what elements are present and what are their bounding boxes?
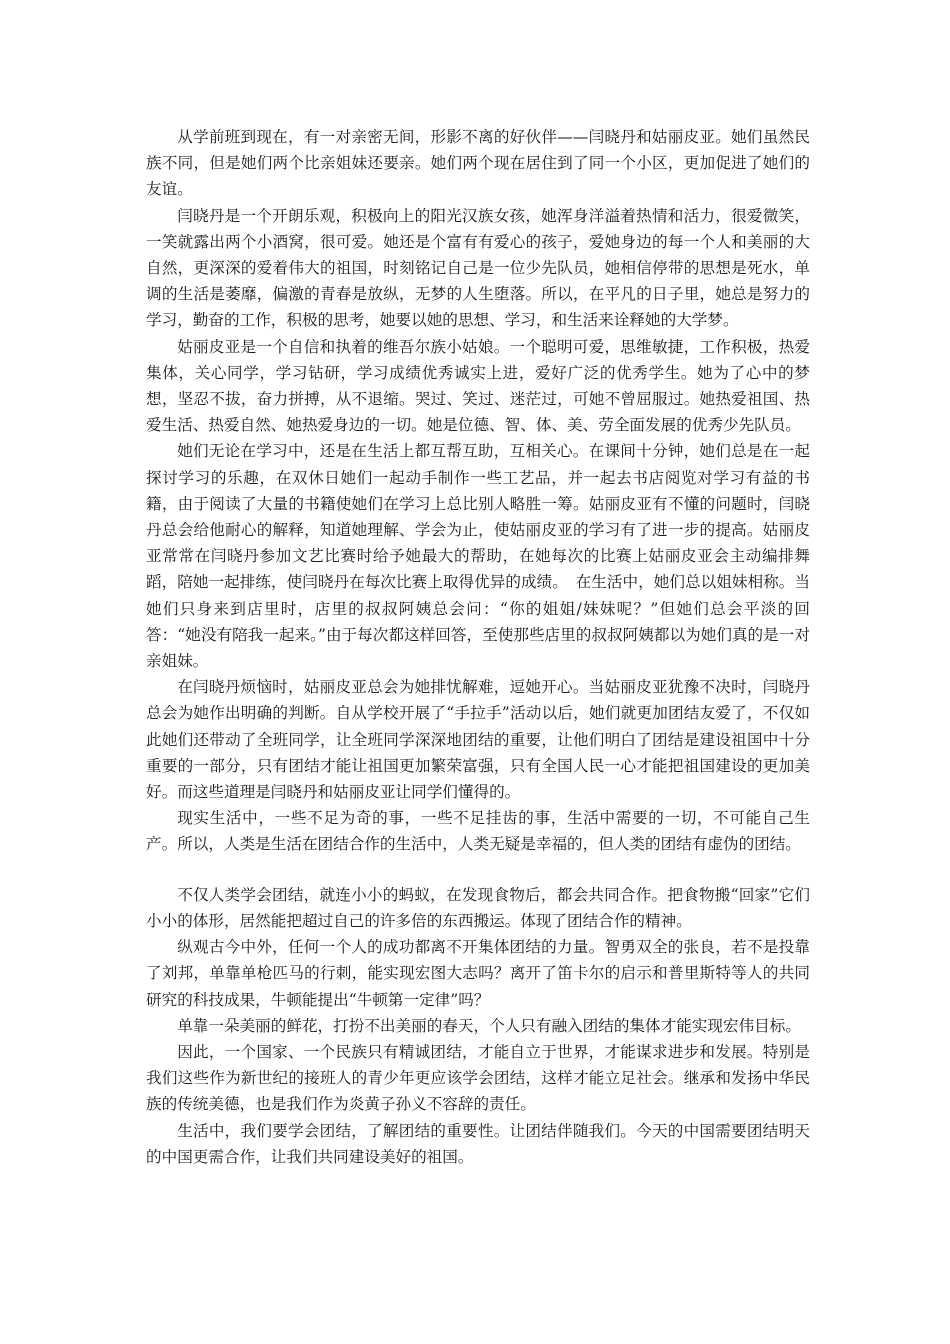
paragraph: 她们无论在学习中，还是在生活上都互帮互助，互相关心。在课间十分钟，她们总是在一起探讨学习的乐趣，在双休日她们一起动手制作一些工艺品，并一起去书店阅览对学习有益的书籍，由于阅读了大量的书籍使她们在学习上总比别人略胜一筹。姑丽皮亚有不懂的问题时，闫晓丹总会给他耐心的解释，知道她理解、学会为止，使姑丽皮亚的学习有了进一步的提高。姑丽皮亚常常在闫晓丹参加文艺比赛时给予她最大的帮助，在她每次的比赛上姑丽皮亚会主动编排舞蹈，陪她一起排练，使闫晓丹在每次比赛上取得优异的成绩。 在生活中，她们总以姐妹相称。当她们只身来到店里时，店里的叔叔阿姨总会问：“你的姐姐/妹妹呢？”但她们总会平淡的回答：“她没有陪我一起来。”由于每次都这样回答，至使那些店里的叔叔阿姨都以为她们真的是一对亲姐妹。 bbox=[146, 442, 810, 671]
paragraph: 不仅人类学会团结，就连小小的蚂蚁，在发现食物后，都会共同合作。把食物搬“回家”它们小小的体形，居然能把超过自己的许多倍的东西搬运。体现了团结合作的精神。 bbox=[146, 885, 810, 930]
paragraph: 在闫晓丹烦恼时，姑丽皮亚总会为她排忧解难，逗她开心。当姑丽皮亚犹豫不决时，闫晓丹总会为她作出明确的判断。自从学校开展了“手拉手”活动以后，她们就更加团结友爱了，不仅如此她们还带动了全班同学，让全班同学深深地团结的重要，让他们明白了团结是建设祖国中十分重要的一部分，只有团结才能让祖国更加繁荣富强，只有全国人民一心才能把祖国建设的更加美好。而这些道理是闫晓丹和姑丽皮亚让同学们懂得的。 bbox=[146, 678, 810, 802]
paragraph: 闫晓丹是一个开朗乐观，积极向上的阳光汉族女孩，她浑身洋溢着热情和活力，很爱微笑，一笑就露出两个小酒窝，很可爱。她还是个富有有爱心的孩子，爱她身边的每一个人和美丽的大自然，更深深的爱着伟大的祖国，时刻铭记自己是一位少先队员，她相信停带的思想是死水，单调的生活是萎靡，偏激的青春是放纵，无梦的人生堕落。所以，在平凡的日子里，她总是努力的学习，勤奋的工作，积极的思考，她要以她的思想、学习，和生活来诠释她的大学梦。 bbox=[146, 206, 810, 330]
paragraph: 单靠一朵美丽的鲜花，打扮不出美丽的春天，个人只有融入团结的集体才能实现宏伟目标。 bbox=[177, 1016, 801, 1035]
paragraph: 纵观古今中外，任何一个人的成功都离不开集体团结的力量。智勇双全的张良，若不是投靠了刘邦，单靠单枪匹马的行刺，能实现宏图大志吗？离开了笛卡尔的启示和普里斯特等人的共同研究的科技成果，牛顿能提出“牛顿第一定律”吗？ bbox=[146, 938, 810, 1009]
paragraph: 生活中，我们要学会团结，了解团结的重要性。让团结伴随我们。今天的中国需要团结明天的中国更需合作，让我们共同建设美好的祖国。 bbox=[146, 1121, 810, 1166]
paragraph: 从学前班到现在，有一对亲密无间，形影不离的好伙伴——闫晓丹和姑丽皮亚。她们虽然民族不同，但是她们两个比亲姐妹还要亲。她们两个现在居住到了同一个小区，更加促进了她们的友谊。 bbox=[146, 128, 810, 199]
paragraph-spacer bbox=[146, 858, 810, 882]
paragraph: 因此，一个国家、一个民族只有精诚团结，才能自立于世界，才能谋求进步和发展。特别是我们这些作为新世纪的接班人的青少年更应该学会团结，这样才能立足社会。继承和发扬中华民族的传统美德，也是我们作为炎黄子孙义不容辞的责任。 bbox=[146, 1042, 810, 1114]
document-page bbox=[146, 124, 810, 1170]
paragraph: 现实生活中，一些不足为奇的事，一些不足挂齿的事，生活中需要的一切，不可能自己生产。所以，人类是生活在团结合作的生活中，人类无疑是幸福的，但人类的团结有虚伪的团结。 bbox=[146, 809, 810, 854]
paragraph: 姑丽皮亚是一个自信和执着的维吾尔族小姑娘。一个聪明可爱，思维敏捷，工作积极，热爱集体，关心同学，学习钻研，学习成绩优秀诚实上进，爱好广泛的优秀学生。她为了心中的梦想，坚忍不拔，奋力拼搏，从不退缩。哭过、笑过、迷茫过，可她不曾屈服过。她热爱祖国、热爱生活、热爱自然、她热爱身边的一切。她是位德、智、体、美、劳全面发展的优秀少先队员。 bbox=[146, 337, 810, 435]
